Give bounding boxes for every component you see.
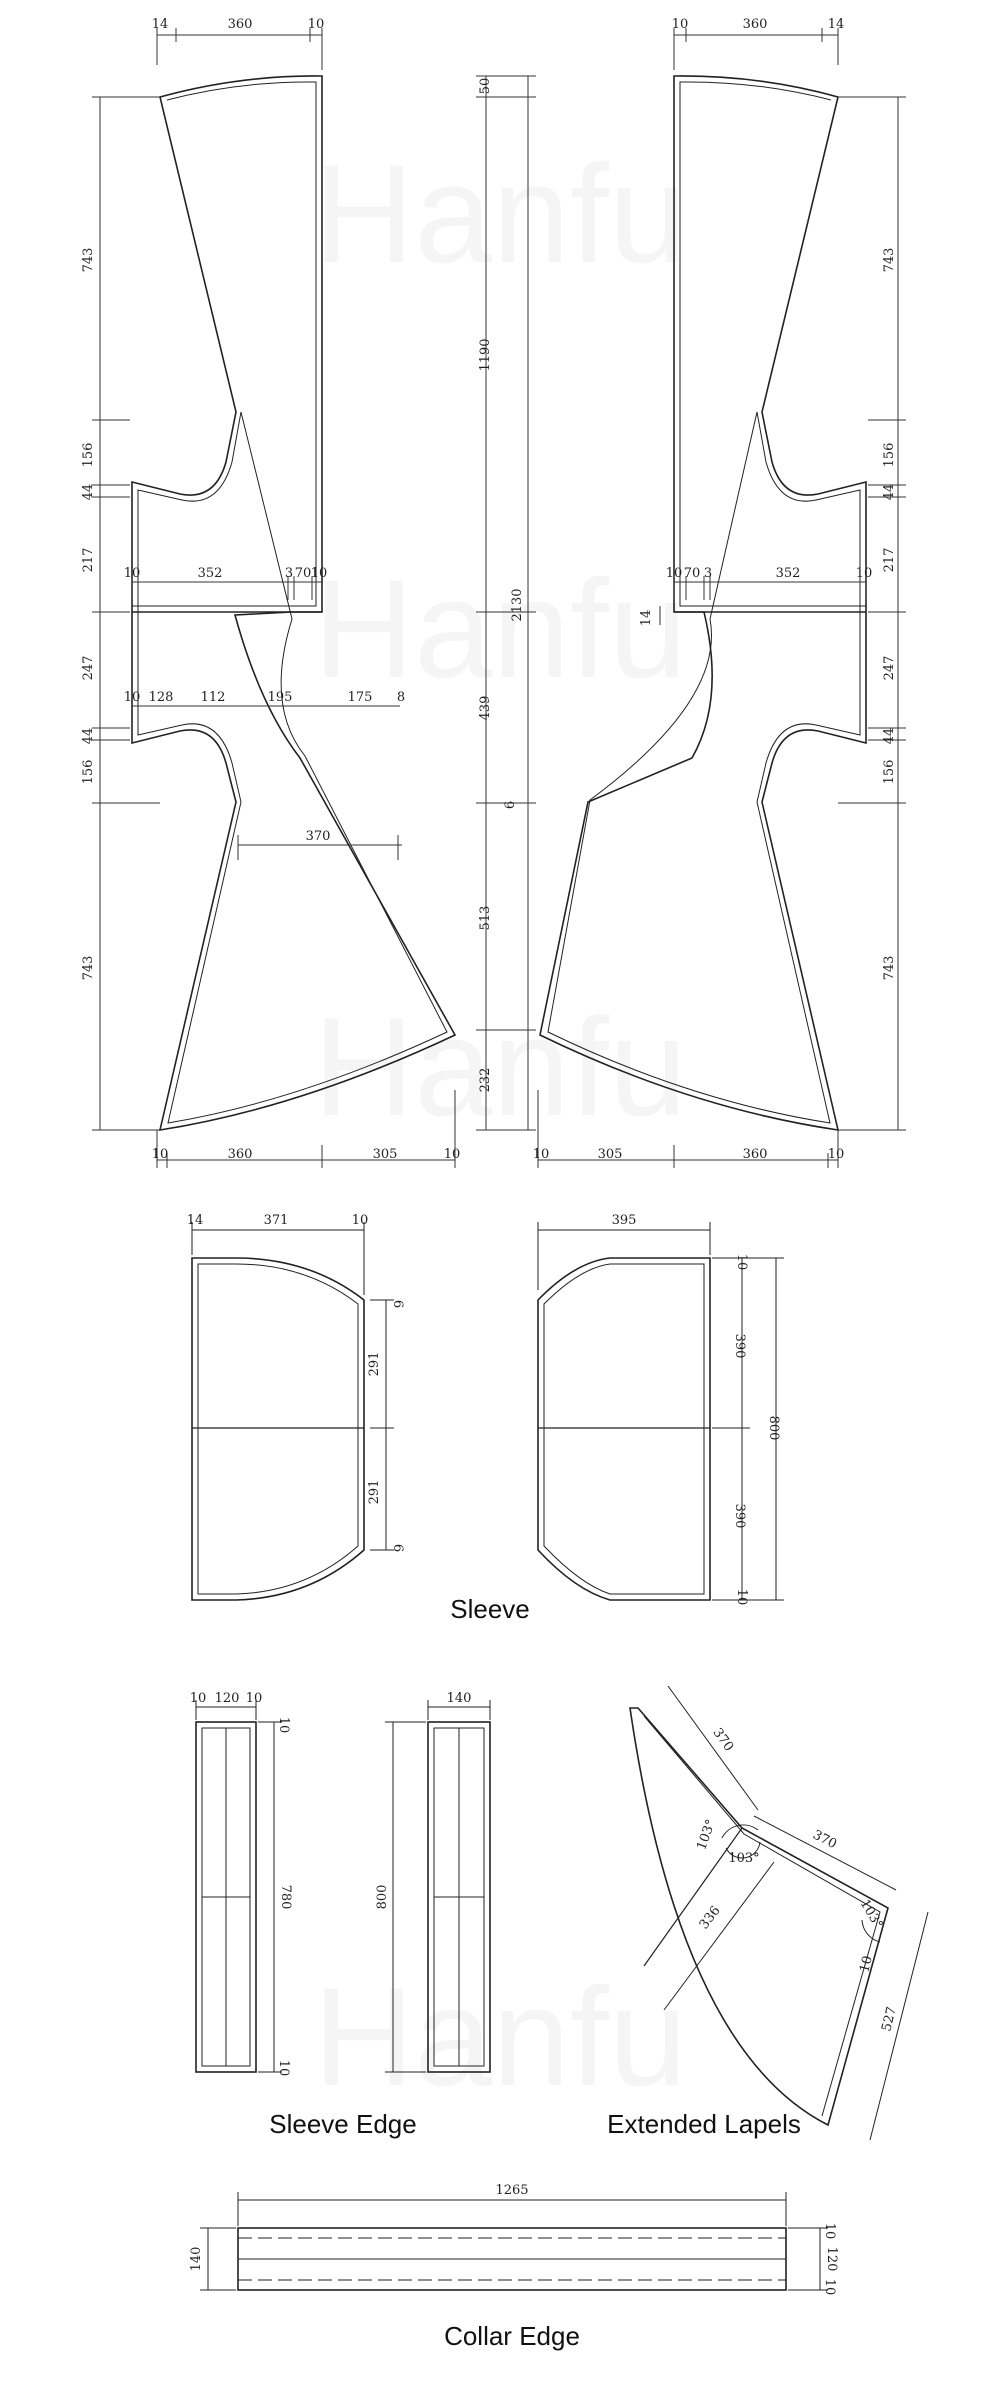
dim-sleeve-left-side-1: 6 bbox=[390, 1299, 405, 1309]
dim-left-bottom-4: 10 bbox=[443, 1147, 461, 1162]
dim-collar-top: 1265 bbox=[495, 2183, 529, 2198]
dim-left-bottom-2: 360 bbox=[227, 1147, 253, 1162]
sleeve-right bbox=[538, 1222, 784, 1600]
caption-sleeve: Sleeve bbox=[450, 1594, 530, 1624]
dim-center-3: 2130 bbox=[510, 588, 525, 622]
dim-edge-a-side-3: 10 bbox=[276, 2059, 291, 2077]
dim-left-row2-3: 112 bbox=[200, 690, 226, 705]
dim-lapel-c: 336 bbox=[696, 1903, 724, 1933]
dim-left-bottom-3: 305 bbox=[372, 1147, 398, 1162]
dim-right-side-6: 44 bbox=[882, 727, 897, 745]
sleeve-left bbox=[192, 1222, 394, 1600]
dim-left-row2-2: 128 bbox=[148, 690, 174, 705]
dim-sleeve-right-side-1: 10 bbox=[734, 1253, 749, 1271]
dim-right-top-1: 10 bbox=[671, 17, 689, 32]
dim-lapel-a: 370 bbox=[709, 1725, 737, 1755]
dim-left-top-1: 14 bbox=[151, 17, 169, 32]
dim-sleeve-left-side-3: 291 bbox=[367, 1479, 382, 1505]
dim-right-side-4: 217 bbox=[882, 547, 897, 573]
dim-left-bottom-1: 10 bbox=[151, 1147, 169, 1162]
dim-left-side-4: 217 bbox=[81, 547, 96, 573]
dim-right-bottom-1: 10 bbox=[532, 1147, 550, 1162]
dim-left-row1-2: 352 bbox=[197, 566, 223, 581]
dim-left-row1-1: 10 bbox=[123, 566, 141, 581]
collar-edge bbox=[200, 2192, 828, 2290]
caption-extended-lapels: Extended Lapels bbox=[607, 2109, 801, 2139]
dim-right-side-8: 743 bbox=[882, 955, 897, 981]
dim-left-hem-width: 370 bbox=[305, 829, 331, 844]
sleeve-right-inner bbox=[544, 1264, 704, 1594]
dim-left-row2-1: 10 bbox=[123, 690, 141, 705]
dim-right-side-5: 247 bbox=[882, 655, 897, 681]
watermarks bbox=[310, 135, 687, 2115]
lapel-dim-a bbox=[668, 1686, 758, 1810]
watermark-1 bbox=[313, 135, 687, 292]
dim-lapel-ang1: 103° bbox=[694, 1817, 720, 1853]
dim-sleeve-right-side-3: 390 bbox=[732, 1503, 747, 1529]
dim-right-row1-2: 70 bbox=[683, 566, 701, 581]
dim-right-bottom-4: 10 bbox=[827, 1147, 845, 1162]
dim-lapel-small: 10 bbox=[857, 1954, 876, 1974]
dim-edge-a-top-3: 10 bbox=[245, 1691, 263, 1706]
dim-lapel-ang3: 103° bbox=[856, 1896, 886, 1932]
dim-sleeve-right-top: 395 bbox=[611, 1213, 637, 1228]
dim-sleeve-left-side-4: 6 bbox=[390, 1543, 405, 1553]
dim-right-side-3: 44 bbox=[882, 483, 897, 501]
sleeve-right-dimensions bbox=[612, 1213, 781, 1605]
dim-lapel-d: 527 bbox=[879, 2005, 900, 2034]
dim-right-side-7: 156 bbox=[882, 759, 897, 785]
dim-edge-b-top: 140 bbox=[446, 1691, 472, 1706]
dim-left-row2-6: 8 bbox=[396, 690, 406, 705]
sleeve-left-inner bbox=[198, 1264, 358, 1594]
dim-collar-right-1: 10 bbox=[822, 2222, 837, 2240]
dim-center-6: 513 bbox=[478, 905, 493, 931]
dim-left-row1-5: 10 bbox=[310, 566, 328, 581]
dim-left-row1-3: 3 bbox=[284, 566, 294, 581]
watermark-2 bbox=[310, 550, 687, 707]
dim-right-side-1: 743 bbox=[882, 247, 897, 273]
sleeve-right-outer bbox=[538, 1258, 710, 1600]
dim-center-4: 439 bbox=[478, 695, 493, 721]
dim-left-side-7: 156 bbox=[81, 759, 96, 785]
dim-sleeve-left-top-1: 14 bbox=[186, 1213, 204, 1228]
dim-center-7: 232 bbox=[478, 1067, 493, 1093]
dim-left-row2-5: 175 bbox=[347, 690, 373, 705]
dim-left-side-6: 44 bbox=[81, 727, 96, 745]
dim-edge-a-top-2: 120 bbox=[214, 1691, 240, 1706]
sleeve-edge-a bbox=[196, 1700, 282, 2072]
dim-right-bottom-2: 305 bbox=[597, 1147, 623, 1162]
dim-left-side-8: 743 bbox=[81, 955, 96, 981]
dim-right-row1-4: 352 bbox=[775, 566, 801, 581]
dim-left-side-3: 44 bbox=[81, 483, 96, 501]
dim-left-side-2: 156 bbox=[81, 442, 96, 468]
dim-sleeve-right-side-2: 390 bbox=[732, 1333, 747, 1359]
dim-right-top-2: 360 bbox=[742, 17, 768, 32]
dim-right-row1-3: 3 bbox=[703, 566, 713, 581]
lapel-dimensions bbox=[694, 1725, 900, 2033]
dim-center-5: 6 bbox=[503, 800, 518, 810]
dim-right-row1-5: 10 bbox=[855, 566, 873, 581]
dim-edge-a-side-2: 780 bbox=[278, 1884, 293, 1910]
lapel-dim-d bbox=[870, 1912, 928, 2140]
sleeve-edge-a-dimensions bbox=[190, 1691, 293, 2076]
dim-left-row1-4: 70 bbox=[294, 566, 312, 581]
dim-sleeve-right-side-4: 10 bbox=[734, 1588, 749, 1606]
dim-lapel-ang2: 103° bbox=[728, 1851, 760, 1866]
sleeve-edge-b-dimensions bbox=[375, 1691, 471, 1909]
dim-collar-right-3: 10 bbox=[822, 2278, 837, 2296]
dim-left-top-3: 10 bbox=[307, 17, 325, 32]
dim-edge-a-top-1: 10 bbox=[189, 1691, 207, 1706]
dim-right-row1-1: 10 bbox=[665, 566, 683, 581]
dim-right-notch: 14 bbox=[639, 609, 654, 627]
dim-collar-left: 140 bbox=[189, 2246, 204, 2272]
dim-left-top-2: 360 bbox=[227, 17, 253, 32]
dim-edge-b-side: 800 bbox=[375, 1884, 390, 1910]
watermark-4 bbox=[313, 1958, 687, 2115]
dim-edge-a-side-1: 10 bbox=[276, 1716, 291, 1734]
dim-right-bottom-3: 360 bbox=[742, 1147, 768, 1162]
dim-lapel-b: 370 bbox=[810, 1827, 840, 1853]
dim-right-top-3: 14 bbox=[827, 17, 845, 32]
sleeve-left-outer bbox=[192, 1258, 364, 1600]
dim-left-side-5: 247 bbox=[81, 655, 96, 681]
caption-collar-edge: Collar Edge bbox=[444, 2321, 580, 2351]
lapel-dim-b bbox=[754, 1816, 896, 1890]
dim-collar-right-2: 120 bbox=[824, 2246, 839, 2272]
caption-sleeve-edge: Sleeve Edge bbox=[269, 2109, 417, 2139]
dim-left-row2-4: 195 bbox=[267, 690, 293, 705]
lapel-diagonal bbox=[644, 1828, 742, 1966]
dim-sleeve-left-top-2: 371 bbox=[263, 1213, 289, 1228]
dim-sleeve-right-total: 800 bbox=[766, 1415, 781, 1441]
dim-sleeve-left-side-2: 291 bbox=[367, 1351, 382, 1377]
watermark-3 bbox=[313, 988, 687, 1145]
dim-left-side-1: 743 bbox=[81, 247, 96, 273]
lapel-dim-c bbox=[664, 1862, 774, 2010]
dim-right-side-2: 156 bbox=[882, 442, 897, 468]
dim-center-2: 1190 bbox=[478, 338, 493, 372]
dim-center-1: 50 bbox=[478, 77, 493, 95]
dim-sleeve-left-top-3: 10 bbox=[351, 1213, 369, 1228]
